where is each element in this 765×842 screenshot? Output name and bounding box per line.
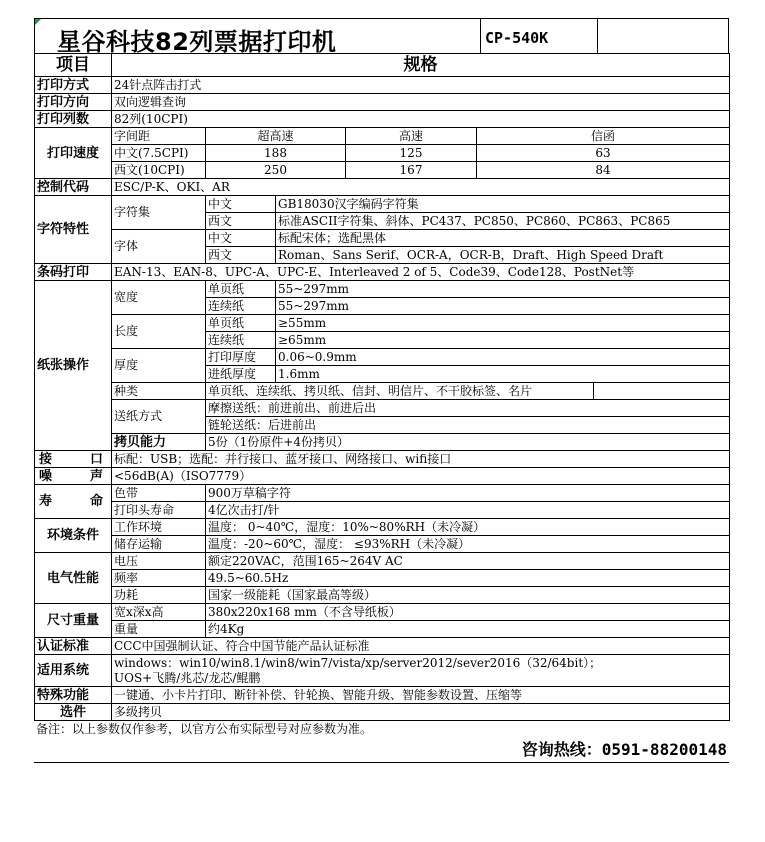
row-paper-width-single [35, 281, 730, 298]
sub-key: 单页纸 [206, 281, 276, 298]
value-print-method: 24针点阵击打式 [112, 77, 730, 94]
label-control-code: 控制代码 [35, 179, 112, 196]
label-paper: 纸张操作 [35, 281, 112, 451]
label-os: 适用系统 [35, 655, 112, 687]
row-special [35, 687, 730, 704]
sub-value: ≥55mm [276, 315, 730, 332]
hotline: 咨询热线：0591-88200148 [34, 738, 729, 763]
sub-key: 宽x深x高 [112, 604, 206, 621]
value-special: 一键通、小卡片打印、断针补偿、针轮换、智能升级、智能参数设置、压缩等 [112, 687, 730, 704]
sub-value: 55~297mm [276, 298, 730, 315]
value-feed-friction: 摩擦送纸：前进前出、前进后出 [206, 400, 730, 417]
sub-key: 单页纸 [206, 315, 276, 332]
label-print-method: 打印方式 [35, 77, 112, 94]
value-cert: CCC中国强制认证、符合中国节能产品认证标准 [112, 638, 730, 655]
label-copy: 拷贝能力 [112, 434, 206, 451]
value-feed-sprocket: 链轮送纸：后进前出 [206, 417, 730, 434]
row-speed-cn [35, 145, 730, 162]
row-control-code [35, 179, 730, 196]
speed-head-letter: 信函 [477, 128, 730, 145]
value-copy: 5份（1份原件+4份拷贝） [206, 434, 730, 451]
sub-value: 标准ASCII字符集、斜体、PC437、PC850、PC860、PC863、PC865 [276, 213, 730, 230]
row-noise [35, 468, 730, 485]
sub-value: 约4Kg [206, 621, 730, 638]
row-paper-type [35, 383, 730, 400]
row-copy [35, 434, 730, 451]
sub-value: 49.5~60.5Hz [206, 570, 730, 587]
sub-key: 储存运输 [112, 536, 206, 553]
row-paper-length-single [35, 315, 730, 332]
sub-value: 900万草稿字符 [206, 485, 730, 502]
label-width: 宽度 [112, 281, 206, 315]
row-font-cn [35, 230, 730, 247]
label-env: 环境条件 [35, 519, 112, 553]
sub-key: 打印厚度 [206, 349, 276, 366]
label-special: 特殊功能 [35, 687, 112, 704]
row-paper-thick-print [35, 349, 730, 366]
sub-key: 中文 [206, 196, 276, 213]
speed-head-fast: 高速 [346, 128, 477, 145]
sub-key: 打印头寿命 [112, 502, 206, 519]
sub-key: 连续纸 [206, 298, 276, 315]
sub-value: 1.6mm [276, 366, 730, 383]
value-control-code: ESC/P-K、OKI、AR [112, 179, 730, 196]
label-print-columns: 打印列数 [35, 111, 112, 128]
label-print-speed: 打印速度 [35, 128, 112, 179]
row-barcode [35, 264, 730, 281]
speed-head-superfast: 超高速 [206, 128, 346, 145]
speed-value: 84 [477, 162, 730, 179]
speed-value: 250 [206, 162, 346, 179]
cell-marker [35, 19, 41, 25]
sub-key: 色带 [112, 485, 206, 502]
sub-key: 进纸厚度 [206, 366, 276, 383]
sub-value: 4亿次击打/针 [206, 502, 730, 519]
os-line-windows: windows：win10/win8.1/win8/win7/vista/xp/server2012/sever2016（32/64bit）； [114, 655, 602, 670]
speed-pitch: 中文(7.5CPI) [112, 145, 206, 162]
sub-value: 0.06~0.9mm [276, 349, 730, 366]
footnote: 备注：以上参数仅作参考，以官方公布实际型号对应参数为准。 [36, 722, 373, 736]
row-os [35, 655, 730, 687]
label-font: 字体 [112, 230, 206, 264]
row-cert [35, 638, 730, 655]
spec-sheet [34, 18, 729, 763]
label-paper-type: 种类 [112, 383, 206, 400]
row-env-store [35, 536, 730, 553]
sub-key: 频率 [112, 570, 206, 587]
label-power: 电气性能 [35, 553, 112, 604]
header-item: 项目 [35, 54, 112, 77]
sub-key: 工作环境 [112, 519, 206, 536]
sub-value: 温度：-20~60℃，湿度： ≤93%RH（未冷凝） [206, 536, 730, 553]
speed-value: 63 [477, 145, 730, 162]
row-interface [35, 451, 730, 468]
sub-value: Roman、Sans Serif、OCR-A，OCR-B，Draft、High Speed Draft [276, 247, 730, 264]
label-barcode: 条码打印 [35, 264, 112, 281]
row-life-ribbon [35, 485, 730, 502]
sub-value: 55~297mm [276, 281, 730, 298]
label-interface: 接口 [35, 451, 112, 468]
value-print-direction: 双向逻辑查询 [112, 94, 730, 111]
label-noise: 噪声 [35, 468, 112, 485]
row-speed-head [35, 128, 730, 145]
label-print-direction: 打印方向 [35, 94, 112, 111]
title-bar [34, 18, 729, 56]
row-life-head [35, 502, 730, 519]
row-power-voltage [35, 553, 730, 570]
label-life: 寿命 [35, 485, 112, 519]
page-title: 星谷科技82列票据打印机 [57, 28, 337, 56]
value-print-columns: 82列(10CPI) [112, 111, 730, 128]
model-number: CP-540K [480, 19, 598, 53]
row-options [35, 704, 730, 721]
sub-value: 380x220x168 mm（不含导纸板） [206, 604, 730, 621]
label-size: 尺寸重量 [35, 604, 112, 638]
row-env-work [35, 519, 730, 536]
row-power-consume [35, 587, 730, 604]
row-power-freq [35, 570, 730, 587]
row-paper-feed-1 [35, 400, 730, 417]
empty-cell [594, 383, 730, 400]
speed-head-pitch: 字间距 [112, 128, 206, 145]
value-barcode: EAN-13、EAN-8、UPC-A、UPC-E、Interleaved 2 of 5、Code39、Code128、PostNet等 [112, 264, 730, 281]
sub-key: 西文 [206, 247, 276, 264]
row-speed-en [35, 162, 730, 179]
sub-value: ≥65mm [276, 332, 730, 349]
speed-value: 188 [206, 145, 346, 162]
value-options: 多级拷贝 [112, 704, 730, 721]
value-noise: <56dB(A)（ISO7779） [112, 468, 730, 485]
spec-table [34, 53, 730, 721]
sub-key: 电压 [112, 553, 206, 570]
speed-pitch: 西文(10CPI) [112, 162, 206, 179]
value-paper-type: 单页纸、连续纸、拷贝纸、信封、明信片、不干胶标签、名片 [206, 383, 594, 400]
sub-key: 中文 [206, 230, 276, 247]
sub-key: 功耗 [112, 587, 206, 604]
row-charset-cn [35, 196, 730, 213]
label-cert: 认证标准 [35, 638, 112, 655]
sub-value: 额定220VAC，范围165~264V AC [206, 553, 730, 570]
label-options: 选件 [35, 704, 112, 721]
sub-value: GB18030汉字编码字符集 [276, 196, 730, 213]
row-print-direction [35, 94, 730, 111]
label-feed: 送纸方式 [112, 400, 206, 434]
sub-value: 温度： 0~40℃，湿度：10%~80%RH（未冷凝） [206, 519, 730, 536]
header-spec: 规格 [112, 54, 730, 77]
sub-key: 重量 [112, 621, 206, 638]
sub-key: 西文 [206, 213, 276, 230]
speed-value: 125 [346, 145, 477, 162]
row-print-method [35, 77, 730, 94]
label-length: 长度 [112, 315, 206, 349]
sub-value: 国家一级能耗（国家最高等级） [206, 587, 730, 604]
sub-key: 连续纸 [206, 332, 276, 349]
value-interface: 标配：USB；选配：并行接口、蓝牙接口、网络接口、wifi接口 [112, 451, 730, 468]
label-charset: 字符集 [112, 196, 206, 230]
row-size-weight [35, 621, 730, 638]
value-os [112, 655, 730, 687]
speed-value: 167 [346, 162, 477, 179]
row-size-dim [35, 604, 730, 621]
row-print-columns [35, 111, 730, 128]
label-thickness: 厚度 [112, 349, 206, 383]
os-line-uos: UOS+飞腾/兆芯/龙芯/鲲鹏 [114, 670, 261, 685]
label-char: 字符特性 [35, 196, 112, 264]
sub-value: 标配宋体；选配黑体 [276, 230, 730, 247]
